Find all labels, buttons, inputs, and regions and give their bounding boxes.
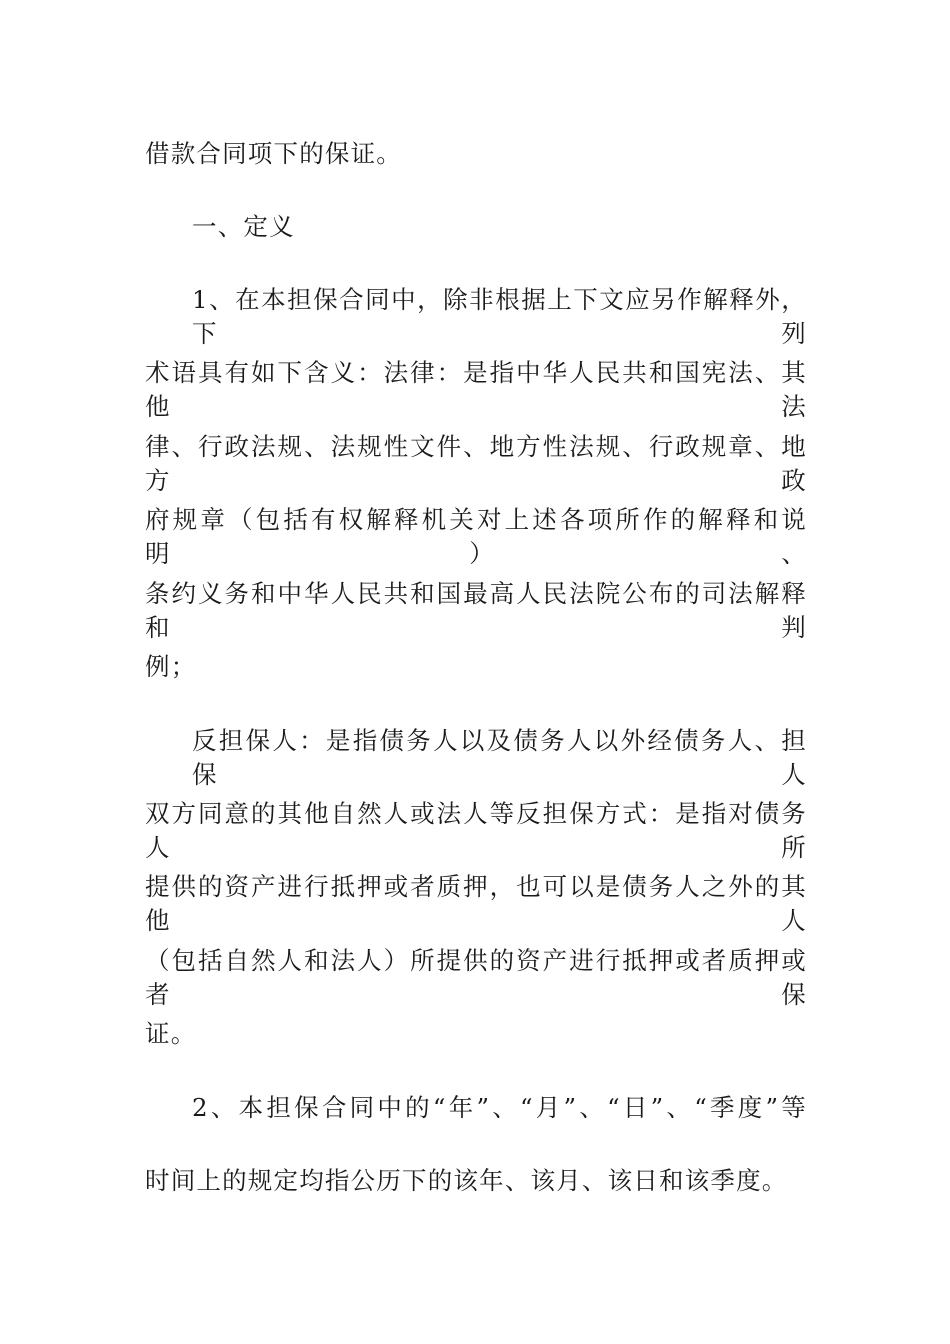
text-line: 府规章（包括有权解释机关对上述各项所作的解释和说明）、 — [145, 505, 807, 568]
text-line: 律、行政法规、法规性文件、地方性法规、行政规章、地方政 — [145, 432, 807, 495]
text-line: 条约义务和中华人民共和国最高人民法院公布的司法解释和判 — [145, 579, 807, 642]
section-heading: 一、定义 — [192, 212, 295, 241]
text-line: 术语具有如下含义：法律：是指中华人民共和国宪法、其他法 — [145, 358, 807, 421]
text-line: 提供的资产进行抵押或者质押，也可以是债务人之外的其他人 — [145, 872, 807, 935]
text-line: 双方同意的其他自然人或法人等反担保方式：是指对债务人所 — [145, 799, 807, 862]
text-line: 借款合同项下的保证。 — [145, 139, 402, 168]
text-line: （包括自然人和法人）所提供的资产进行抵押或者质押或者保 — [145, 946, 807, 1009]
text-line: 证。 — [145, 1019, 197, 1048]
text-line: 2、本担保合同中的“年”、“月”、“日”、“季度”等 — [192, 1093, 807, 1122]
text-line: 1、在本担保合同中，除非根据上下文应另作解释外，下列 — [192, 285, 807, 348]
text-line: 时间上的规定均指公历下的该年、该月、该日和该季度。 — [145, 1166, 788, 1195]
text-line: 反担保人：是指债务人以及债务人以外经债务人、担保人 — [192, 726, 807, 789]
text-line: 例； — [145, 652, 197, 681]
